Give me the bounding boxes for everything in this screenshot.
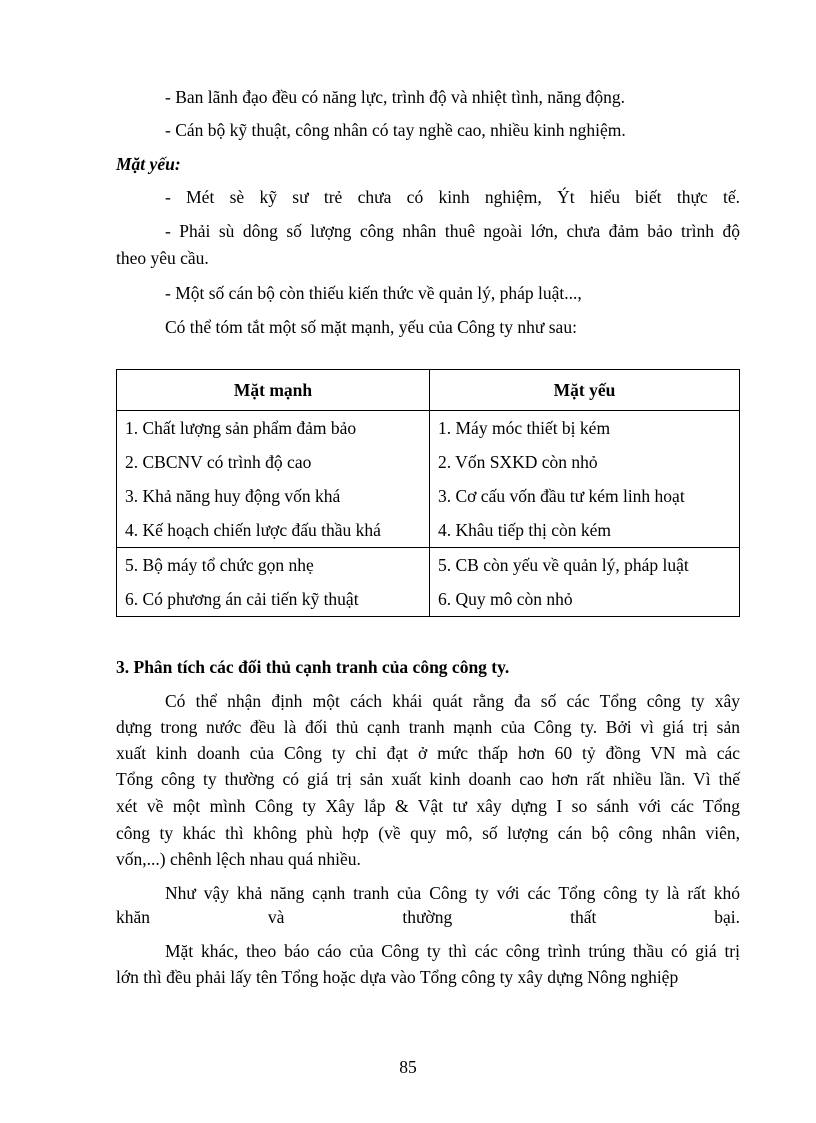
strengths-weaknesses-table [116,369,740,617]
weak-point-3: - Một số cán bộ còn thiếu kiến thức về quản lý, pháp luật..., [165,283,582,303]
para1-line: xuất kinh doanh của Công ty chỉ đạt ở mức thấp hơn 60 tỷ đồng VN mà các [116,743,740,763]
para1-line: công ty khác thì không phù hợp (về quy mô, số lượng cán bộ công nhân viên, [116,823,740,843]
para1-line: xét về một mình Công ty Xây lắp & Vật tư xây dựng I so sánh với các Tổng [116,796,740,816]
strength-item: 1. Chất lượng sản phẩm đảm bảo [125,418,357,438]
weaknesses-cell-group1 [430,411,740,548]
section-3-heading: 3. Phân tích các đối thủ cạnh tranh của công công ty. [116,657,510,677]
table-row [117,411,740,548]
strength-item: 4. Kế hoạch chiến lược đấu thầu khá [125,520,381,540]
strength-point-2: - Cán bộ kỹ thuật, công nhân có tay nghề cao, nhiều kinh nghiệm. [165,120,626,140]
weak-point-2-line2: theo yêu cầu. [116,248,209,268]
weak-point-1: - Mét sè kỹ sư trẻ chưa có kinh nghiệm, Ýt hiểu biết thực tế. [165,187,740,207]
strengths-cell-group1 [117,411,430,548]
para2-line: Như vậy khả năng cạnh tranh của Công ty với các Tổng công ty là rất khó [165,883,740,903]
strengths-cell-group2 [117,548,430,617]
strength-point-1: - Ban lãnh đạo đều có năng lực, trình độ và nhiệt tình, năng động. [165,87,626,107]
para1-line: Tổng công ty thường có giá trị sản xuất kinh doanh cao hơn rất nhiều lần. Vì thế [116,769,740,789]
para1-line: vốn,...) chênh lệch nhau quá nhiều. [116,849,361,869]
header-strengths: Mặt mạnh [117,370,430,411]
strength-item: 3. Khả năng huy động vốn khá [125,486,341,506]
weak-point-2-line1: - Phải sù dông số lượng công nhân thuê ngoài lớn, chưa đảm bảo trình độ [165,221,740,241]
weakness-item: 2. Vốn SXKD còn nhỏ [438,452,598,472]
page-number: 85 [399,1057,417,1077]
strength-item: 6. Có phương án cải tiến kỹ thuật [125,589,359,609]
strength-item: 5. Bộ máy tổ chức gọn nhẹ [125,555,314,575]
para2-line: khăn và thường thất bại. [116,907,740,927]
table-header-row [117,370,740,411]
table-row [117,548,740,617]
para3-line: lớn thì đều phải lấy tên Tổng hoặc dựa vào Tổng công ty xây dựng Nông nghiệp [116,967,679,987]
para1-line: dựng trong nước đều là đối thủ cạnh tranh mạnh của Công ty. Bởi vì giá trị sản [116,717,740,737]
weakness-item: 3. Cơ cấu vốn đầu tư kém linh hoạt [438,486,685,506]
summary-intro: Có thể tóm tắt một số mặt mạnh, yếu của Công ty như sau: [165,317,577,337]
weaknesses-cell-group2 [430,548,740,617]
header-weaknesses: Mặt yếu [430,370,740,411]
weak-heading: Mặt yếu: [116,154,181,174]
para1-line: Có thể nhận định một cách khái quát rằng đa số các Tổng công ty xây [165,691,740,711]
weakness-item: 4. Khâu tiếp thị còn kém [438,520,612,540]
para3-line: Mặt khác, theo báo cáo của Công ty thì các công trình trúng thầu có giá trị [165,941,740,961]
weakness-item: 6. Quy mô còn nhỏ [438,589,573,609]
strength-item: 2. CBCNV có trình độ cao [125,452,312,472]
weakness-item: 5. CB còn yếu về quản lý, pháp luật [438,555,689,575]
weakness-item: 1. Máy móc thiết bị kém [438,418,611,438]
